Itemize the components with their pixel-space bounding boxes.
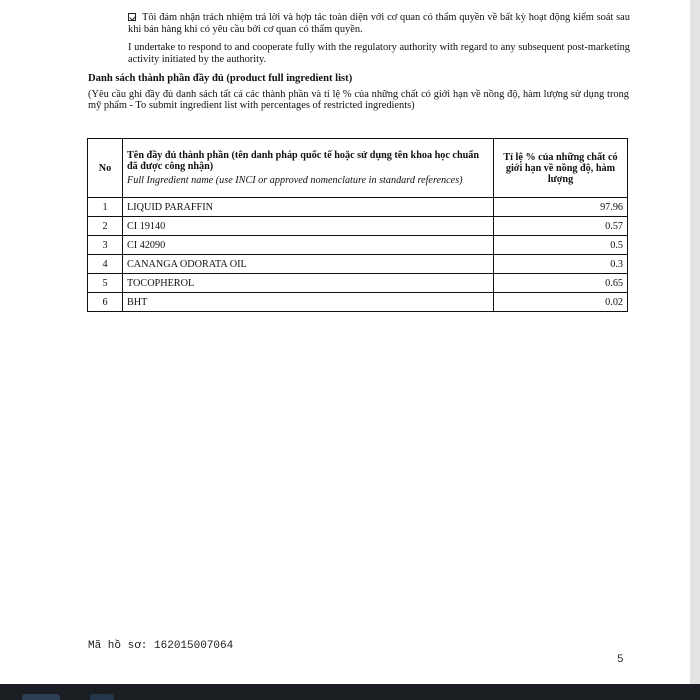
viewer-bottom-bar xyxy=(0,684,700,700)
ingredient-percentage: 0.5 xyxy=(494,236,628,255)
ingredient-percentage: 0.65 xyxy=(494,274,628,293)
table-header-row xyxy=(88,139,628,198)
ingredient-name: TOCOPHEROL xyxy=(123,274,494,293)
document-code: Mã hồ sơ: 162015007064 xyxy=(88,640,234,652)
ingredient-name: BHT xyxy=(123,293,494,312)
declaration-vi xyxy=(128,12,630,35)
viewer-scroll-edge[interactable] xyxy=(690,0,700,684)
row-number: 1 xyxy=(88,198,123,217)
header-name-en: Full Ingredient name (use INCI or approved nomenclature in standard references) xyxy=(127,175,463,186)
viewer-tab[interactable] xyxy=(22,694,60,700)
section-title: Danh sách thành phần đầy đủ (product full ingredient list) xyxy=(88,73,353,84)
table-row xyxy=(88,217,628,236)
row-number: 6 xyxy=(88,293,123,312)
row-number: 3 xyxy=(88,236,123,255)
row-number: 4 xyxy=(88,255,123,274)
ingredient-name: CANANGA ODORATA OIL xyxy=(123,255,494,274)
header-percentage: Tỉ lệ % của những chất có giới hạn về nồng độ, hàm lượng xyxy=(494,139,628,198)
header-no: No xyxy=(88,139,123,198)
table-row xyxy=(88,236,628,255)
row-number: 5 xyxy=(88,274,123,293)
ingredient-name: CI 42090 xyxy=(123,236,494,255)
ingredient-name: CI 19140 xyxy=(123,217,494,236)
page-number: 5 xyxy=(617,654,624,666)
table-row xyxy=(88,255,628,274)
header-ingredient-name xyxy=(123,139,494,198)
table-row xyxy=(88,274,628,293)
declaration-en: I undertake to respond to and cooperate fully with the regulatory authority with regard to any subsequent post-marketing activity initiated by the authority. xyxy=(128,42,630,65)
header-name-vi: Tên đầy đủ thành phần (tên danh pháp quốc tế hoặc sử dụng tên khoa học chuẩn đã được công nhận) xyxy=(127,150,480,172)
table-row xyxy=(88,198,628,217)
section-note: (Yêu cầu ghi đầy đủ danh sách tất cả các thành phần và tỉ lệ % của những chất có giới hạn về nồng độ, hàm lượng sử dụng trong mỹ phẩm - To submit ingredient list with percentages of restricted ingredients) xyxy=(88,89,629,112)
declaration-vi-text: Tôi đảm nhận trách nhiệm trả lời và hợp tác toàn diện với cơ quan có thẩm quyền về bất kỳ hoạt động kiểm soát sau khi bán hàng khi có yêu cầu bởi cơ quan có thẩm quyền. xyxy=(128,12,630,35)
row-number: 2 xyxy=(88,217,123,236)
ingredient-percentage: 0.02 xyxy=(494,293,628,312)
ingredient-percentage: 0.3 xyxy=(494,255,628,274)
ingredient-name: LIQUID PARAFFIN xyxy=(123,198,494,217)
ingredient-table xyxy=(87,138,628,312)
ingredient-percentage: 97.96 xyxy=(494,198,628,217)
ingredient-percentage: 0.57 xyxy=(494,217,628,236)
checked-checkbox-icon xyxy=(128,13,136,21)
viewer-tab[interactable] xyxy=(90,694,114,700)
declaration-block xyxy=(128,12,630,65)
table-row xyxy=(88,293,628,312)
